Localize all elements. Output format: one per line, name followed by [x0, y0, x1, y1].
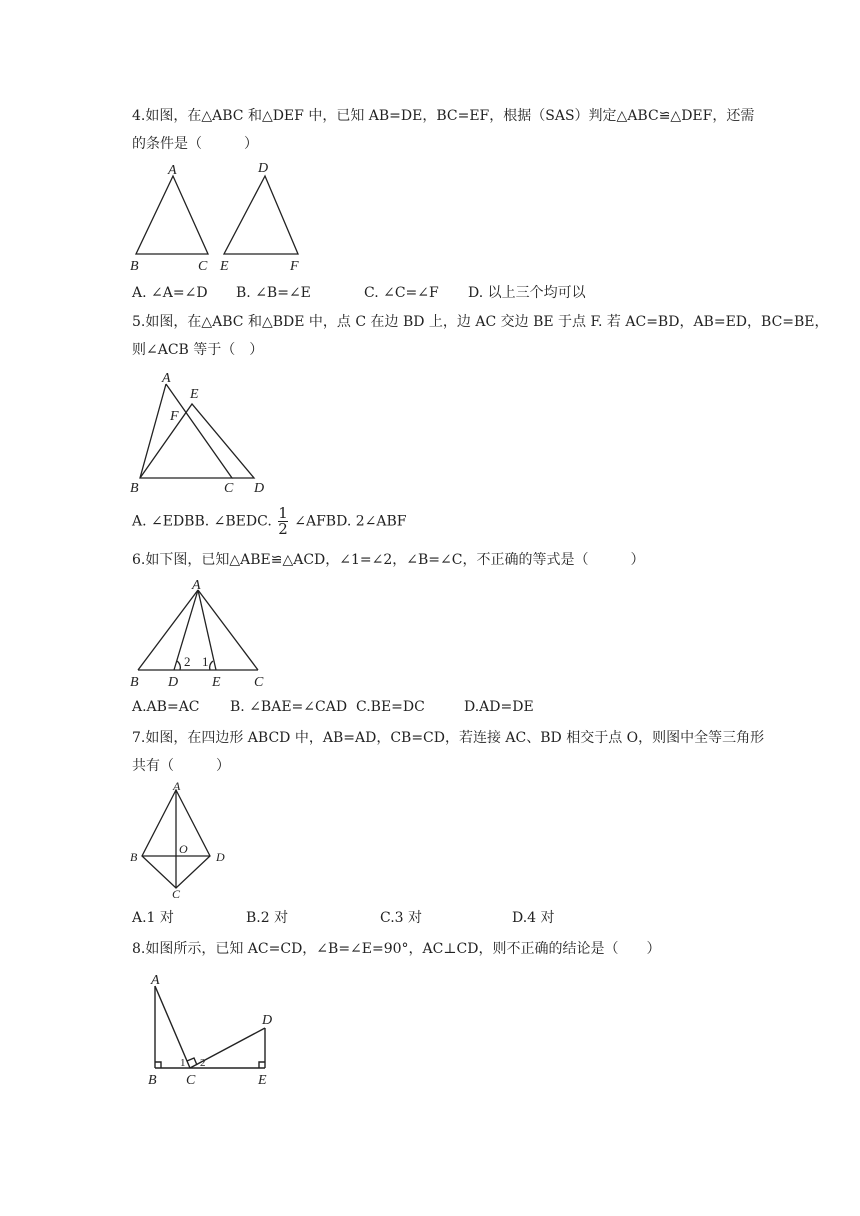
triangle-abc	[136, 176, 208, 254]
q6-option-d: D.AD=DE	[464, 699, 534, 715]
q5-options-suffix: ∠AFBD. 2∠ABF	[294, 513, 407, 530]
q7-option-a: A.1 对	[132, 910, 174, 926]
q8-label-b: B	[148, 1073, 157, 1088]
q8-label-d: D	[262, 1013, 273, 1028]
q6-stem-line1: 6.如下图，已知△ABE≌△ACD，∠1=∠2，∠B=∠C，不正确的等式是（ ）	[132, 552, 645, 568]
q7-label-a: A	[173, 779, 181, 793]
triangle-def	[224, 176, 298, 254]
q5-fraction	[278, 506, 288, 537]
q5-options-prefix: A. ∠EDBB. ∠BEDC.	[132, 513, 272, 530]
q6-label-c: C	[254, 675, 264, 690]
q7-label-b: B	[130, 850, 138, 864]
q6-figure	[128, 576, 278, 688]
q4-label-d: D	[258, 161, 269, 176]
q8-stem-line1: 8.如图所示，已知 AC=CD，∠B=∠E=90°，AC⊥CD，则不正确的结论是（ ）	[132, 941, 661, 957]
q5-label-a: A	[162, 371, 171, 386]
q7-label-o: O	[179, 842, 188, 856]
q5-stem-line2: 则∠ACB 等于（ ）	[132, 342, 264, 358]
q4-option-c: C. ∠C=∠F	[364, 285, 439, 301]
q4-option-d: D. 以上三个均可以	[468, 285, 586, 301]
q7-figure	[128, 780, 238, 900]
q7-label-c: C	[172, 887, 181, 901]
q6-angle-2: 2	[184, 654, 191, 669]
q5-label-e: E	[190, 387, 199, 402]
q4-label-e: E	[220, 259, 229, 274]
q4-stem-line2: 的条件是（ ）	[132, 136, 258, 152]
q7-stem-line2: 共有（ ）	[132, 758, 230, 774]
q4-label-a: A	[168, 163, 177, 178]
q4-option-b: B. ∠B=∠E	[236, 285, 311, 301]
q5-figure	[128, 366, 278, 496]
q8-label-a: A	[151, 973, 160, 988]
q6-option-c: C.BE=DC	[356, 699, 425, 715]
q5-label-b: B	[130, 481, 139, 496]
q4-option-a: A. ∠A=∠D	[132, 285, 208, 301]
q8-figure	[128, 966, 288, 1090]
q5-options	[132, 506, 406, 537]
q5-fraction-numerator: 1	[278, 504, 288, 522]
q7-label-d: D	[216, 850, 225, 864]
q8-angle-1: 1	[180, 1057, 186, 1069]
q5-stem-line1: 5.如图，在△ABC 和△BDE 中，点 C 在边 BD 上，边 AC 交边 BE 于点 F. 若 AC=BD，AB=ED，BC=BE，	[132, 314, 829, 330]
q5-label-f: F	[170, 409, 179, 424]
q4-figure-triangles	[128, 158, 318, 276]
q5-fraction-denominator: 2	[278, 520, 288, 538]
q7-option-b: B.2 对	[246, 910, 289, 926]
q7-option-c: C.3 对	[380, 910, 423, 926]
q7-option-d: D.4 对	[512, 910, 555, 926]
q4-label-b: B	[130, 259, 139, 274]
q6-option-b: B. ∠BAE=∠CAD	[230, 699, 348, 715]
q6-label-b: B	[130, 675, 139, 690]
q5-label-c: C	[224, 481, 234, 496]
q8-label-c: C	[186, 1073, 196, 1088]
q6-label-e: E	[212, 675, 221, 690]
q6-label-a: A	[192, 578, 201, 593]
q6-label-d: D	[168, 675, 179, 690]
q4-stem-line1: 4.如图，在△ABC 和△DEF 中，已知 AB=DE，BC=EF，根据（SAS）判定△ABC≌△DEF，还需	[132, 108, 755, 124]
q8-angle-2: 2	[200, 1057, 206, 1069]
q4-label-c: C	[198, 259, 208, 274]
q4-label-f: F	[290, 259, 299, 274]
q5-label-d: D	[254, 481, 265, 496]
q7-stem-line1: 7.如图，在四边形 ABCD 中，AB=AD，CB=CD，若连接 AC、BD 相交于点 O，则图中全等三角形	[132, 730, 765, 746]
q8-label-e: E	[258, 1073, 267, 1088]
q6-option-a: A.AB=AC	[132, 699, 200, 715]
q6-angle-1: 1	[202, 654, 209, 669]
